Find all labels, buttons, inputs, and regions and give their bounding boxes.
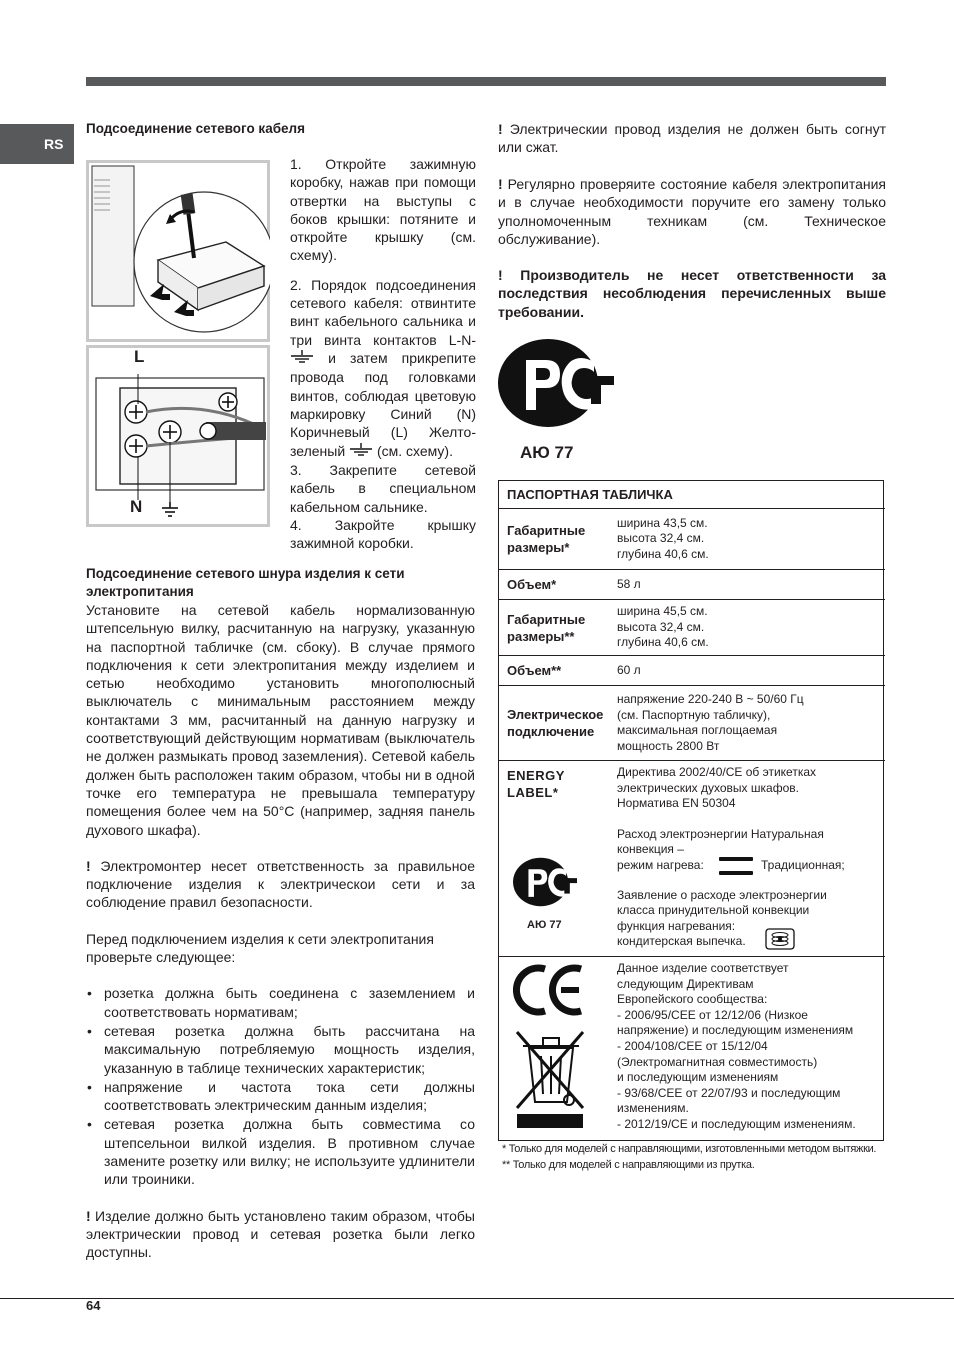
section-title-cable: Подсоединение сетевого кабеля xyxy=(86,121,305,136)
weee-bin-icon xyxy=(513,1028,613,1133)
list-item: • напряжение и частота тока сети должны соответствовать электрическим данным изделия; xyxy=(86,1078,475,1115)
exclamation-icon: ! xyxy=(86,1207,91,1224)
row-value: ширина 45,5 см. высота 32,4 см. глубина 40,6 см. xyxy=(613,600,885,656)
rst-certification-logo-small xyxy=(513,857,577,911)
step-2-text-a: 2. Порядок подсоединения сетевого кабеля: отвинтите винт кабельного сальника и три винта контактов L-N- xyxy=(290,276,476,348)
warning-check-cable: ! Регулярно проверяите состояние кабеля электропитания и в случае необходимости поручите его замену только уполномоченным техникам (см. Техническое обслуживание). xyxy=(498,176,886,247)
ground-icon xyxy=(349,443,373,461)
warning-electrician: ! Электромонтер несет ответственность за правильное подключение изделия к электрическои сети и за соблюдение правил безопасности. xyxy=(86,857,475,911)
row-value: 60 л xyxy=(613,656,885,686)
check-intro: Перед подключением изделия к сети электропитания проверьте следующее: xyxy=(86,930,434,966)
label-N: N xyxy=(130,497,143,516)
table-row xyxy=(499,656,885,686)
certification-code: АЮ 77 xyxy=(520,443,574,462)
energy-label-key: ENERGY LABEL* xyxy=(507,768,565,800)
energy-label-cell xyxy=(499,761,613,957)
language-tab: RS xyxy=(0,124,74,164)
mains-body: Установите на сетевой кабель нормализованную штепсельную вилку, расчитанную на нагрузку, указанную на паспортной табличке (см. сбоку). В случае прямого подключения к сети электропитания между изделием и сетью необходимо установить многополюсный выключатель с минимальным расстоянием между контактами 3 мм, расчитанный на данную нагрузку и соответствующий действующим нормативам (выключатель не должен размыкать провод заземления). Сетевой кабель должен быть расположен таким образом, чтобы ни в одной точке его температура не превышала температуру помещения более чем на 50°C (например, задняя панель духового шкафа). xyxy=(86,602,475,838)
row-value: ширина 43,5 см. высота 32,4 см. глубина 40,6 см. xyxy=(613,509,885,570)
wiring-diagram-illustration xyxy=(86,160,270,527)
rst-certification-logo xyxy=(498,338,614,428)
section-mains xyxy=(86,565,475,1262)
certification-code-small: АЮ 77 xyxy=(527,919,562,931)
top-rule xyxy=(86,77,886,86)
list-item: • розетка должна быть соединена с заземлением и соответствовать нормативам; xyxy=(86,984,475,1021)
footnote-2: ** Только для моделей с направляющими из прутка. xyxy=(502,1159,755,1171)
list-item: • сетевая розетка должна быть рассчитана на максимальную потребляемую мощность изделия, указанную в таблице технических характеристик; xyxy=(86,1022,475,1077)
rating-plate-table xyxy=(499,508,885,1140)
row-key: Объем** xyxy=(499,656,613,686)
row-value: 58 л xyxy=(613,570,885,600)
ce-directives: Данное изделие соответствует следующим Директивам Европейского сообщества: - 2006/95/CEE от 12/12/06 (Низкое напряжение) и последующим изменениям - 2004/108/CEE от 15/12/04 (Электромагнитная совместимость) и последующим изменениям - 93/68/CEE от 22/07/93 и последующим изменениям. - 2012/19/CE и последующим изменениям. xyxy=(613,957,885,1140)
table-row-ce xyxy=(499,957,885,1140)
conventional-heating-icon xyxy=(718,855,754,882)
row-key: Габаритные размеры** xyxy=(499,600,613,656)
table-row xyxy=(499,570,885,600)
ce-mark-icon xyxy=(513,963,613,1020)
label-L: L xyxy=(134,347,145,366)
ground-icon xyxy=(290,350,314,368)
exclamation-icon: ! xyxy=(498,267,503,283)
table-row xyxy=(499,686,885,761)
pastry-baking-icon xyxy=(765,928,795,955)
row-key: Габаритные размеры* xyxy=(499,509,613,570)
check-list xyxy=(86,984,475,1188)
step-4: 4. Закройте крышку зажимной коробки. xyxy=(290,516,476,552)
row-value: напряжение 220-240 В ~ 50/60 Гц (см. Паспортную табличку), максимальная поглощаемая мощность 2800 Вт xyxy=(613,686,885,761)
rating-plate-title: ПАСПОРТНАЯ ТАБЛИЧКА xyxy=(507,487,673,502)
table-row-energy xyxy=(499,761,885,957)
page-number: 64 xyxy=(86,1298,101,1313)
warning-accessible: ! Изделие должно быть установлено таким образом, чтобы электрическии провод и сетевая розетка были легко доступны. xyxy=(86,1207,475,1261)
wiring-diagram xyxy=(86,160,270,527)
step-2 xyxy=(290,276,476,461)
warning-cable-bend: ! Электрическии провод изделия не должен быть согнут или сжат. xyxy=(498,121,887,156)
step-2-text-b: и затем прикрепите провода под головками винтов, соблюдая цветовую маркировку Синий (N) Коричневый (L) Желто-зеленый xyxy=(290,349,476,459)
footnote-1: * Только для моделей с направляющими, изготовленными методом вытяжки. xyxy=(502,1143,877,1155)
bottom-rule xyxy=(0,1298,954,1299)
exclamation-icon: ! xyxy=(86,857,91,874)
step-1: 1. Откройте зажимную коробку, нажав при помощи отвертки на выступы с боков крышки: потяните и откройте крышку (см. схему). xyxy=(290,156,476,264)
ce-icons-cell xyxy=(499,957,613,1140)
exclamation-icon: ! xyxy=(498,121,503,137)
list-item: • сетевая розетка должна быть совместима со штепсельнои вилкой изделия. В противном случае замените розетку или вилку; не используите удлинители или троиники. xyxy=(86,1115,475,1188)
section-title-mains: Подсоединение сетевого шнура изделия к сети электропитания xyxy=(86,566,405,599)
table-row xyxy=(499,600,885,656)
step-2-text-c: (см. схему). xyxy=(376,442,453,459)
installation-steps xyxy=(290,155,476,564)
row-key: Объем* xyxy=(499,570,613,600)
row-key: Электрическое подключение xyxy=(499,686,613,761)
exclamation-icon: ! xyxy=(498,176,503,192)
table-row xyxy=(499,509,885,570)
warning-liability: ! Производитель не несет ответственности за последствия несоблюдения перечисленных выше требовании. xyxy=(498,267,887,320)
rating-plate xyxy=(498,480,884,1141)
step-3: 3. Закрепите сетевой кабель в специальном кабельном сальнике. xyxy=(290,462,476,515)
energy-label-value: Директива 2002/40/CE об этикетках электрических духовых шкафов. Норматива EN 50304 Расход электроэнергии Натуральная конвекция – режим нагрева: Традиционная; Заявление о расходе электроэнергии класса принудительной конвекции функция нагревания: кондитерская выпечка. xyxy=(613,761,885,957)
